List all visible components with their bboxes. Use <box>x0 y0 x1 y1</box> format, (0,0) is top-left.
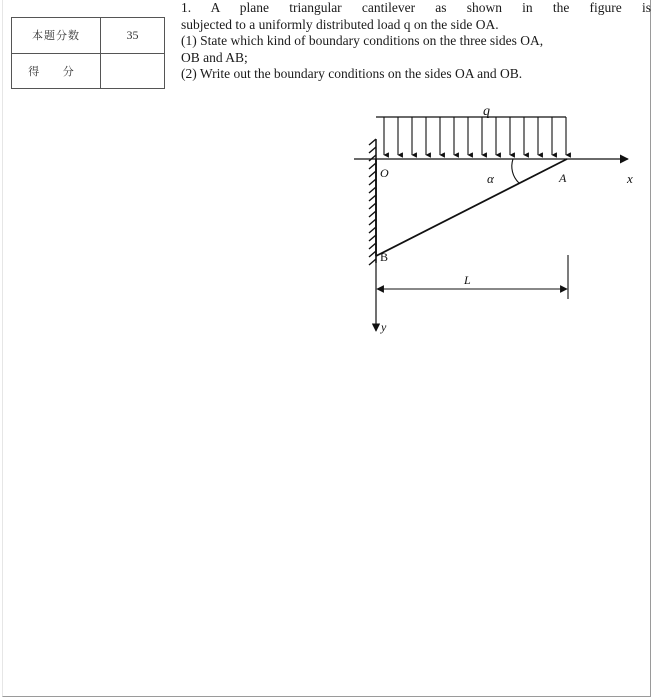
angle-label: α <box>487 171 494 186</box>
point-a-label: A <box>559 171 567 185</box>
grade-row <box>12 53 165 89</box>
point-b-label: B <box>380 250 389 264</box>
score-value: 35 <box>101 18 165 54</box>
angle-arc <box>512 159 519 183</box>
score-table <box>11 17 165 89</box>
load-label: q <box>483 104 490 119</box>
edge-ab <box>376 159 567 256</box>
part-1-line-2: OB and AB; <box>181 49 248 65</box>
grade-label: 得 分 <box>12 53 101 89</box>
fixed-support-wall <box>369 139 376 265</box>
score-row <box>12 18 165 54</box>
distributed-load <box>376 117 566 155</box>
question-text <box>181 0 651 83</box>
part-1-line-1: (1) State which kind of boundary conditions on the three sides OA, <box>181 33 544 48</box>
origin-label: O <box>380 166 389 180</box>
question-line-2: subjected to a uniformly distributed load q on the side OA. <box>181 16 499 32</box>
question-line-1: 1. A plane triangular cantilever as shown in the figure is <box>181 0 651 15</box>
length-label: L <box>464 273 471 287</box>
grade-value-cell[interactable] <box>101 53 165 89</box>
x-axis-label: x <box>627 171 633 186</box>
part-2: (2) Write out the boundary conditions on the sides OA and OB. <box>181 66 523 81</box>
score-label: 本题分数 <box>12 18 101 54</box>
y-axis-label: y <box>381 320 387 334</box>
cantilever-figure <box>340 103 640 343</box>
